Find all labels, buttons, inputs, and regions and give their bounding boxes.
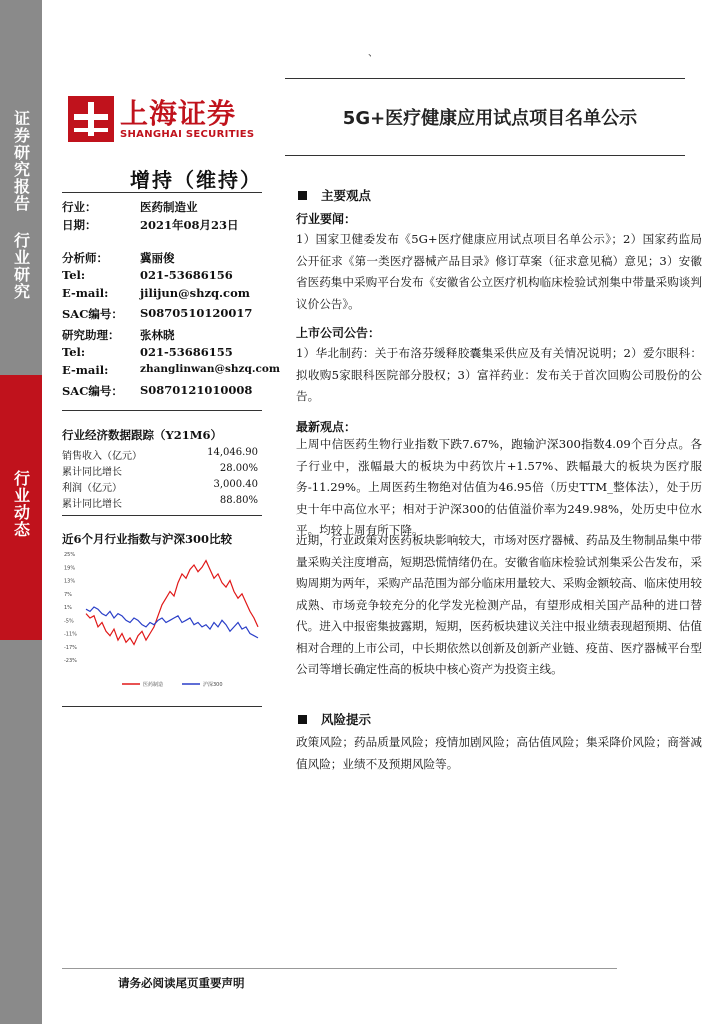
rating: 增持（维持） bbox=[130, 168, 262, 192]
y-tick-label: -17% bbox=[64, 644, 77, 651]
bullet-square-icon bbox=[298, 191, 307, 200]
tracker-label: 利润（亿元） bbox=[62, 483, 122, 494]
tracker-value: 3,000.40 bbox=[213, 479, 258, 490]
chart-rule bbox=[62, 706, 262, 707]
info-rule bbox=[62, 410, 262, 411]
tracker-rule bbox=[62, 515, 262, 516]
tracker-label: 销售收入（亿元） bbox=[62, 451, 142, 462]
risk-title: 风险提示 bbox=[321, 712, 372, 727]
header-tick-mark: 、 bbox=[368, 48, 378, 59]
tel-label: Tel: bbox=[62, 345, 86, 359]
assistant-label: 研究助理： bbox=[62, 328, 120, 342]
y-tick-label: 25% bbox=[64, 552, 76, 558]
views-paragraph-1: 上周中信医药生物行业指数下跌7.67%，跑输沪深300指数4.09个百分点。各子行业中，涨幅最大的板块为中药饮片+1.57%、跌幅最大的板块为医疗服务-11.29%。上周医药生物绝对估值为46.95倍（历史TTM_整体法），处于历史十年中高位水平；相对于沪深300的估值溢价率为249.98%，处历史中位水平。均较上周有所下降。 bbox=[296, 437, 702, 537]
tracker-title: 行业经济数据跟踪（Y21M6） bbox=[62, 428, 222, 442]
index-comparison-chart bbox=[62, 548, 262, 698]
report-title: 5G+医疗健康应用试点项目名单公示 bbox=[342, 108, 638, 129]
analyst-name: 冀丽俊 bbox=[140, 251, 175, 265]
analyst-label: 分析师： bbox=[62, 251, 108, 265]
y-tick-label: 7% bbox=[64, 591, 72, 598]
tel-label: Tel: bbox=[62, 268, 86, 282]
assistant-name: 张林晓 bbox=[140, 328, 175, 342]
tracker-value: 88.80% bbox=[219, 495, 258, 506]
listed-paragraph: 1）华北制药：关于布洛芬缓释胶囊集采供应及有关情况说明；2）爱尔眼科：拟收购5家眼科医院部分股权；3）富祥药业：发布关于首次回购公司股份的公告。 bbox=[296, 346, 702, 403]
tracker-label: 累计同比增长 bbox=[62, 467, 122, 478]
y-tick-label: 19% bbox=[64, 565, 76, 572]
company-logo bbox=[68, 90, 268, 148]
logo-icon bbox=[68, 96, 114, 142]
y-tick-label: -23% bbox=[64, 658, 77, 664]
email-label: E-mail: bbox=[62, 363, 109, 377]
y-tick-label: 13% bbox=[64, 578, 76, 585]
sidebar-type-label: 行业动态 bbox=[11, 470, 31, 538]
analyst-tel: 021-53686156 bbox=[140, 268, 233, 282]
footer-disclaimer: 请务必阅读尾页重要声明 bbox=[118, 976, 245, 990]
bullet-square-icon bbox=[298, 715, 307, 724]
legend-label: 沪深300 bbox=[203, 682, 223, 688]
sac-label: SAC编号： bbox=[62, 384, 123, 398]
title-rule bbox=[285, 155, 685, 156]
industry-label: 行业： bbox=[62, 200, 97, 214]
chart-title: 近6个月行业指数与沪深300比较 bbox=[62, 532, 233, 546]
views-paragraph-2: 近期，行业政策对医药板块影响较大，市场对医疗器械、药品及生物制品集中带量采购关注度增高，短期恐慌情绪仍在。安徽省临床检验试剂集采公告发布，采购周期为两年，采购产品范围为部分临床用量较大、采购金额较高、临床使用较成熟、市场竞争较充分的化学发光检测产品，有望形成相关国产品种的进口替代。进入中报密集披露期，短期，医药板块建议关注中报业绩表现超预期、估值相对合理的上市公司，中长期依然以创新及创新产业链、疫苗、医疗器械平台型公司等增长确定性高的板块中核心资产为投资主线。 bbox=[296, 533, 702, 676]
risk-heading bbox=[298, 710, 371, 728]
assistant-tel: 021-53686155 bbox=[140, 345, 233, 359]
rating-rule bbox=[62, 192, 262, 193]
sidebar-category-label: 证券研究报告 行业研究 bbox=[11, 110, 31, 300]
top-rule bbox=[285, 78, 685, 79]
analyst-email[interactable]: jilijun@shzq.com bbox=[140, 286, 250, 300]
main-points-heading bbox=[298, 186, 371, 204]
tracker-value: 14,046.90 bbox=[207, 447, 258, 458]
tracker-label: 累计同比增长 bbox=[62, 499, 122, 510]
assistant-sac: S0870121010008 bbox=[140, 383, 253, 397]
logo-text-cn: 上海证券 bbox=[120, 96, 237, 130]
y-tick-label: -5% bbox=[64, 618, 74, 625]
listed-heading: 上市公司公告： bbox=[296, 326, 381, 340]
footer-rule bbox=[62, 968, 617, 969]
industry-value: 医药制造业 bbox=[140, 200, 198, 214]
legend-label: 医药制造 bbox=[143, 682, 164, 688]
series-line bbox=[86, 561, 258, 645]
date-label: 日期： bbox=[62, 218, 97, 232]
email-label: E-mail: bbox=[62, 286, 109, 300]
y-tick-label: 1% bbox=[64, 605, 72, 611]
news-paragraph: 1）国家卫健委发布《5G+医疗健康应用试点项目名单公示》；2）国家药监局公开征求《第一类医疗器械产品目录》修订草案（征求意见稿）意见；3）安徽省医药集中采购平台发布《安徽省公立医疗机构临床检验试剂集中带量采购谈判议价公告》。 bbox=[296, 232, 702, 311]
risk-paragraph: 政策风险；药品质量风险；疫情加剧风险；高估值风险；集采降价风险；商誉减值风险；业绩不及预期风险等。 bbox=[296, 735, 702, 771]
assistant-email[interactable]: zhanglinwan@shzq.com bbox=[140, 363, 280, 375]
analyst-sac: S0870510120017 bbox=[140, 306, 253, 320]
y-tick-label: -11% bbox=[64, 631, 77, 638]
tracker-value: 28.00% bbox=[219, 463, 258, 474]
views-heading: 最新观点： bbox=[296, 420, 357, 434]
logo-text-en: SHANGHAI SECURITIES bbox=[120, 128, 255, 140]
main-points-title: 主要观点 bbox=[321, 188, 372, 203]
date-value: 2021年08月23日 bbox=[140, 218, 239, 232]
sac-label: SAC编号： bbox=[62, 307, 123, 321]
news-heading: 行业要闻： bbox=[296, 212, 357, 226]
chart-svg bbox=[62, 548, 262, 698]
